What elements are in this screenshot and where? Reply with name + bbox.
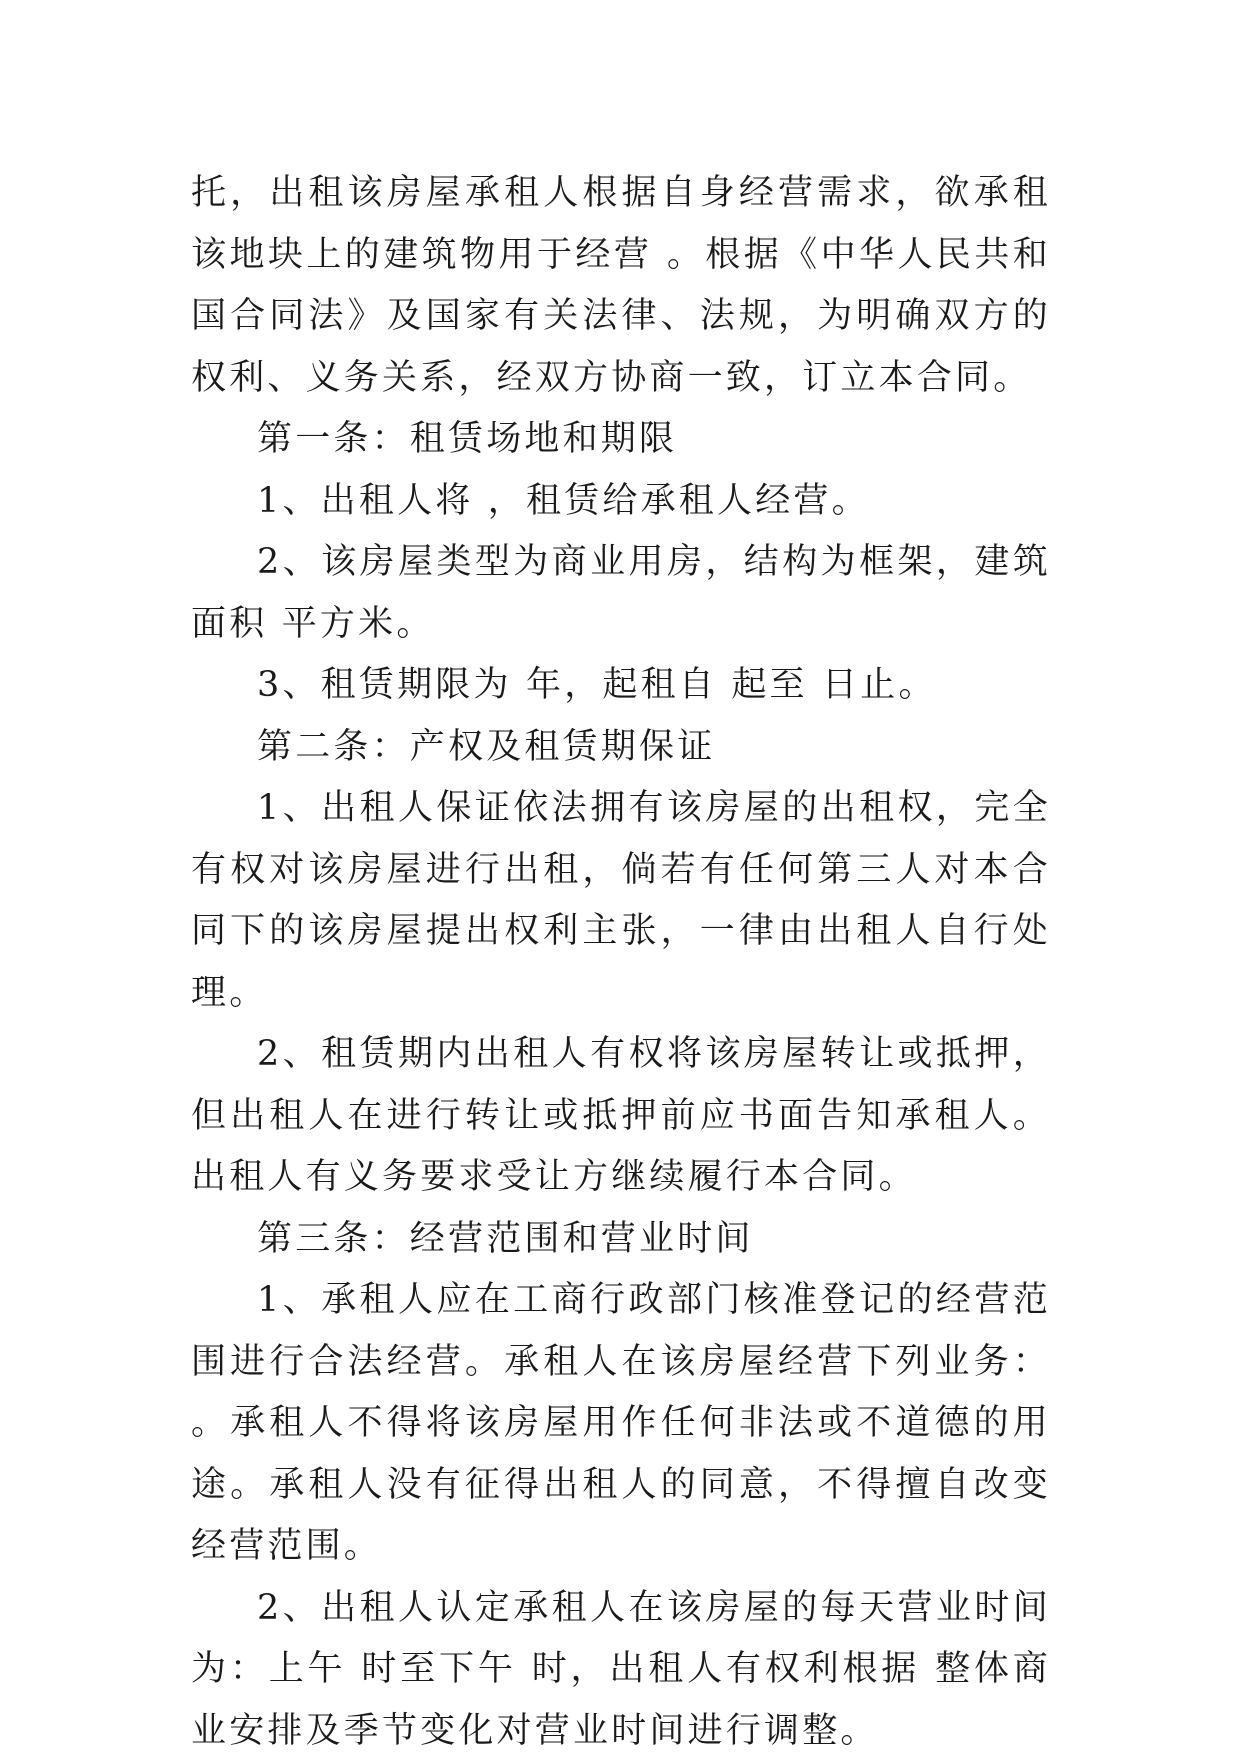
preamble-paragraph: 托，出租该房屋承租人根据自身经营需求，欲承租该地块上的建筑物用于经营 。根据《中华人民共和国合同法》及国家有关法律、法规，为明确双方的权利、义务关系，经双方协商一致，订立本合同。 — [191, 163, 1051, 409]
article-2-heading: 第二条：产权及租赁期保证 — [191, 717, 1051, 779]
article-1-clause-3: 3、租赁期限为 年，起租自 起至 日止。 — [191, 655, 1051, 717]
article-3-heading: 第三条：经营范围和营业时间 — [191, 1209, 1051, 1271]
article-3-clause-2: 2、出租人认定承租人在该房屋的每天营业时间为：上午 时至下午 时，出租人有权利根据 整体商业安排及季节变化对营业时间进行调整。 — [191, 1578, 1051, 1762]
article-1-heading: 第一条：租赁场地和期限 — [191, 409, 1051, 471]
article-1-clause-2: 2、该房屋类型为商业用房，结构为框架，建筑面积 平方米。 — [191, 532, 1051, 655]
article-2-clause-1: 1、出租人保证依法拥有该房屋的出租权，完全有权对该房屋进行出租，倘若有任何第三人对本合同下的该房屋提出权利主张，一律由出租人自行处理。 — [191, 778, 1051, 1024]
article-3-clause-1: 1、承租人应在工商行政部门核准登记的经营范围进行合法经营。承租人在该房屋经营下列业务： 。承租人不得将该房屋用作任何非法或不道德的用途。承租人没有征得出租人的同意，不得擅自改变经营范围。 — [191, 1270, 1051, 1578]
article-2-clause-2: 2、租赁期内出租人有权将该房屋转让或抵押，但出租人在进行转让或抵押前应书面告知承租人。出租人有义务要求受让方继续履行本合同。 — [191, 1024, 1051, 1209]
contract-body — [191, 163, 1051, 1762]
article-1-clause-1: 1、出租人将 ，租赁给承租人经营。 — [191, 471, 1051, 533]
